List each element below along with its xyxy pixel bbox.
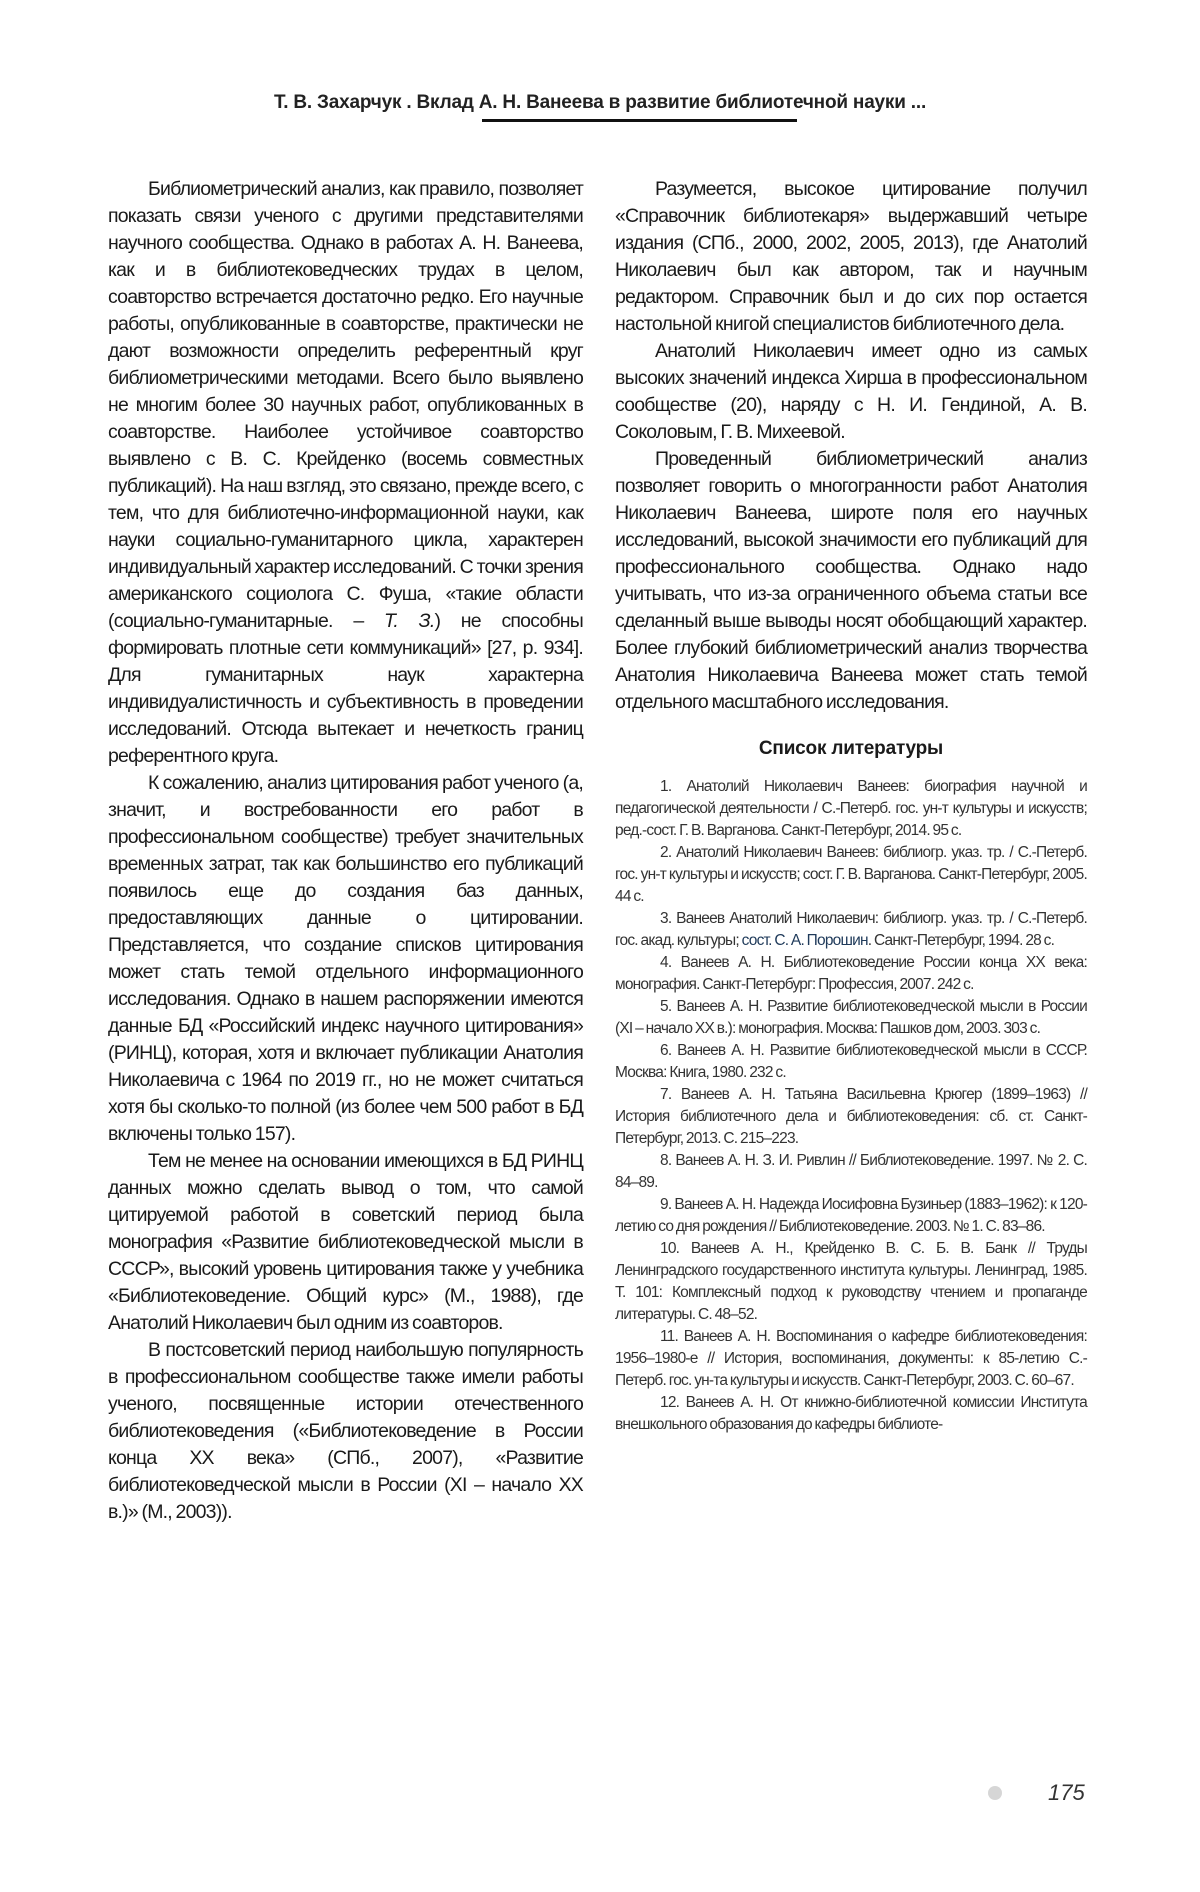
right-column bbox=[615, 176, 1087, 1436]
reference-item: 5. Ванеев А. Н. Развитие библиотековедческой мысли в России (XI – начало XX в.): монография. Москва: Пашков дом, 2003. 303 с. bbox=[615, 998, 1087, 1037]
paragraph: Тем не менее на основании имеющихся в БД РИНЦ данных можно сделать вывод о том, что самой цитируемой работой в советский период была монография «Развитие библиотековедческой мысли в СССР», высокий уровень цитирования также у учебника «Библиотековедение. Общий курс» (М., 1988), где Анатолий Николаевич был одним из соавторов. bbox=[108, 1150, 583, 1334]
reference-list bbox=[615, 776, 1087, 1436]
references-title: Список литературы bbox=[758, 738, 944, 759]
reference-item bbox=[615, 908, 1087, 952]
reference-item: 6. Ванеев А. Н. Развитие библиотековедческой мысли в СССР. Москва: Книга, 1980. 232 с. bbox=[615, 1042, 1087, 1081]
running-header: Т. В. Захарчук . Вклад А. Н. Ванеева в развитие библиотечной науки ... bbox=[273, 92, 927, 113]
page-number: 175 bbox=[1048, 1780, 1085, 1805]
paragraph-text: Библиометрический анализ, как правило, позволяет показать связи ученого с другими представителями научного сообщества. Однако в работах А. Н. Ванеева, как и в библиотековедческих трудах в целом, соавторство встречается достаточно редко. Его научные работы, опубликованные в соавторстве, практически не дают возможности определить референтный круг библиометрическими методами. Всего было выявлено не многим более 30 научных работ, опубликованных в соавторстве. Наиболее устойчивое соавторство выявлено с В. С. Крейденко (восемь совместных публикаций). На наш взгляд, это связано, прежде всего, с тем, что для библиотечно-информационной науки, как науки социально-гуманитарного цикла, характерен индивидуальный характер исследований. С точки зрения американского социолога С. Фуша, «такие области (социально-гуманитарные. – bbox=[108, 178, 583, 632]
reference-item: 12. Ванеев А. Н. От книжно-библиотечной комиссии Института внешкольного образования до кафедры библиоте- bbox=[615, 1394, 1087, 1433]
left-column bbox=[108, 176, 583, 1526]
footer-dot-icon bbox=[988, 1786, 1002, 1800]
reference-text: 3. Ванеев Анатолий Николаевич: библиогр. указ. тр. / С.-Петерб. гос. акад. культуры; bbox=[615, 910, 1087, 949]
reference-item: 2. Анатолий Николаевич Ванеев: библиогр. указ. тр. / С.-Петерб. гос. ун-т культуры и искусств; сост. Г. В. Варганова. Санкт-Петербург, 2005. 44 с. bbox=[615, 844, 1087, 905]
paragraph: Проведенный библиометрический анализ позволяет говорить о многогранности работ Анатолия Николаевич Ванеева, широте поля его научных исследований, высокой значимости его публикаций для профессионального сообщества. Однако надо учитывать, что из-за ограниченного объема статьи все сделанный выше выводы носят обобщающий характер. Более глубокий библиометрический анализ творчества Анатолия Николаевича Ванеева может стать темой отдельного масштабного исследования. bbox=[615, 448, 1087, 713]
reference-item: 4. Ванеев А. Н. Библиотековедение России конца XX века: монография. Санкт-Петербург: Профессия, 2007. 242 с. bbox=[615, 954, 1087, 993]
italic-initials: Т. З. bbox=[384, 610, 435, 632]
reference-item: 10. Ванеев А. Н., Крейденко В. С. Б. В. Банк // Труды Ленинградского государственного института культуры. Ленинград, 1985. Т. 101: Комплексный подход к руководству чтением и пропаганде литературы. С. 48–52. bbox=[615, 1240, 1087, 1323]
paragraph: К сожалению, анализ цитирования работ ученого (а, значит, и востребованности его работ в профессиональном сообществе) требует значительных временных затрат, так как большинство его публикаций появилось еще до создания баз данных, предоставляющих данные о цитировании. Представляется, что создание списков цитирования может стать темой отдельного информационного исследования. Однако в нашем распоряжении имеются данные БД «Российский индекс научного цитирования» (РИНЦ), которая, хотя и включает публикации Анатолия Николаевича с 1964 по 2019 гг., но не может считаться хотя бы сколько-то полной (из более чем 500 работ в БД включены только 157). bbox=[108, 772, 583, 1145]
reference-item: 1. Анатолий Николаевич Ванеев: биография научной и педагогической деятельности / С.-Петерб. гос. ун-т культуры и искусств; ред.-сост. Г. В. Варганова. Санкт-Петербург, 2014. 95 с. bbox=[615, 778, 1087, 839]
reference-text: . Санкт-Петербург, 1994. 28 с. bbox=[867, 932, 1055, 949]
reference-item: 7. Ванеев А. Н. Татьяна Васильевна Крюгер (1899–1963) // История библиотечного дела и библиотековедения: сб. ст. Санкт-Петербург, 2013. С. 215–223. bbox=[615, 1086, 1087, 1147]
reference-item: 9. Ванеев А. Н. Надежда Иосифовна Бузиньер (1883–1962): к 120-летию со дня рождения // Библиотековедение. 2003. № 1. С. 83–86. bbox=[615, 1196, 1087, 1235]
paragraph bbox=[108, 176, 583, 770]
reference-link[interactable]: сост. С. А. Порошин bbox=[741, 932, 868, 949]
paragraph-text: ) не способны формировать плотные сети коммуникаций» [27, p. 934]. Для гуманитарных наук характерна индивидуалистичность и субъективность в проведении исследований. Отсюда вытекает и нечеткость границ референтного круга. bbox=[108, 610, 583, 767]
header-rule bbox=[482, 119, 797, 122]
reference-item: 11. Ванеев А. Н. Воспоминания о кафедре библиотековедения: 1956–1980-е // История, воспоминания, документы: к 85-летию С.-Петерб. гос. ун-та культуры и искусств. Санкт-Петербург, 2003. С. 60–67. bbox=[615, 1328, 1087, 1389]
paragraph: Анатолий Николаевич имеет одно из самых высоких значений индекса Хирша в профессиональном сообществе (20), наряду с Н. И. Гендиной, А. В. Соколовым, Г. В. Михеевой. bbox=[615, 340, 1087, 443]
paragraph: Разумеется, высокое цитирование получил «Справочник библиотекаря» выдержавший четыре издания (СПб., 2000, 2002, 2005, 2013), где Анатолий Николаевич был как автором, так и научным редактором. Справочник был и до сих пор остается настольной книгой специалистов библиотечного дела. bbox=[615, 178, 1087, 335]
paragraph: В постсоветский период наибольшую популярность в профессиональном сообществе также имели работы ученого, посвященные истории отечественного библиотековедения («Библиотековедение в России конца XX века» (СПб., 2007), «Развитие библиотековедческой мысли в России (XI – начало XX в.)» (М., 2003)). bbox=[108, 1339, 583, 1523]
reference-item: 8. Ванеев А. Н. З. И. Ривлин // Библиотековедение. 1997. № 2. С. 84–89. bbox=[615, 1152, 1087, 1191]
